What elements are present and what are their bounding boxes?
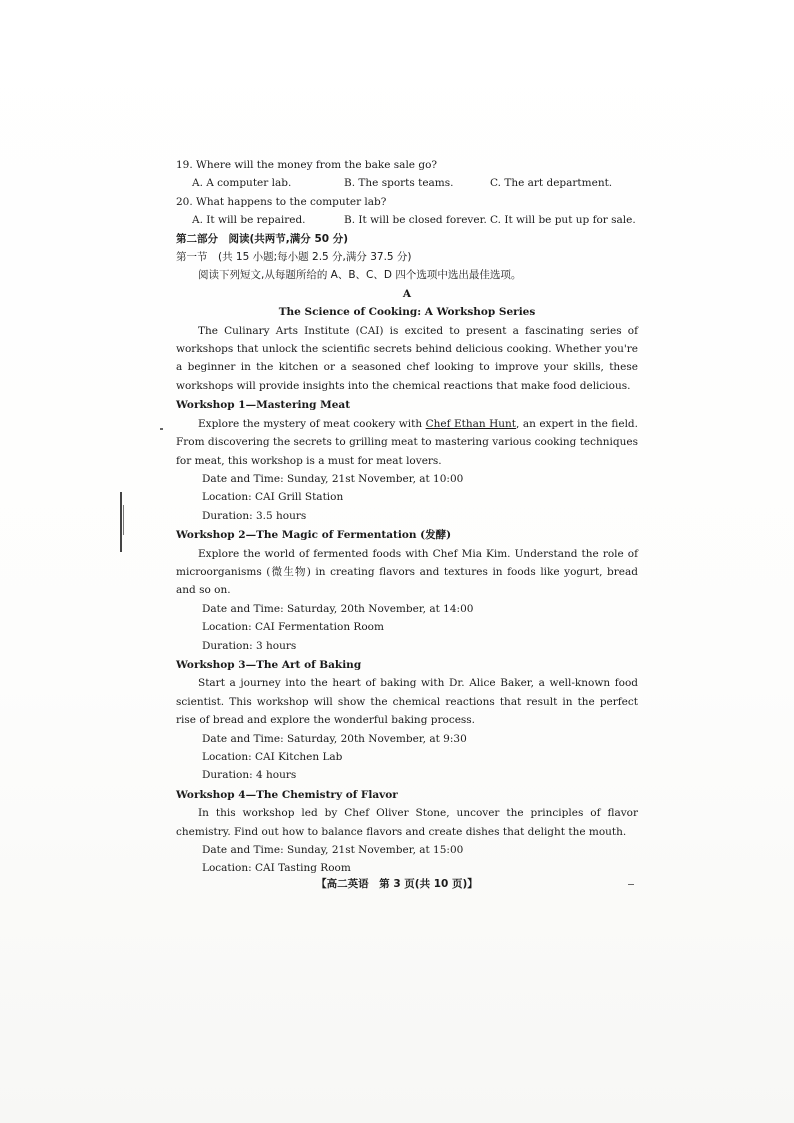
scan-speck [160, 428, 163, 430]
workshop-2-location: Location: CAI Fermentation Room [202, 621, 384, 634]
workshop-2-description: Explore the world of fermented foods with Chef Mia Kim. Understand the role of microorganisms (微生物) in creating flavors and textures in foods like yogurt, bread and so on. [176, 547, 638, 597]
workshop-2-heading: Workshop 2—The Magic of Fermentation (发酵) [176, 529, 452, 542]
workshop-1-heading: Workshop 1—Mastering Meat [176, 399, 351, 412]
workshop-3-description: Start a journey into the heart of baking with Dr. Alice Baker, a well-known food scientist. This workshop will show the chemical reactions that result in the perfect rise of bread and explore the wonderful baking process. [176, 677, 638, 727]
workshop-1-datetime: Date and Time: Sunday, 21st November, at 10:00 [202, 472, 464, 485]
question-stem: What happens to the computer lab? [196, 195, 387, 208]
section1-title: 第一节 (共 15 小题;每小题 2.5 分,满分 37.5 分) [176, 251, 412, 264]
workshop-3-heading: Workshop 3—The Art of Baking [176, 658, 362, 671]
option-a: A. A computer lab. [192, 177, 292, 190]
part2-title: 第二部分 阅读(共两节,满分 50 分) [176, 232, 349, 245]
option-c: C. The art department. [490, 177, 613, 190]
description-text: , an expert in the field. From discovering the secrets to grilling meat to mastering various cooking techniques for meat, this workshop is a must for meat lovers. [176, 417, 638, 467]
question-19 [176, 156, 638, 174]
workshop-2-datetime: Date and Time: Saturday, 20th November, at 14:00 [202, 602, 474, 615]
workshop-2-duration: Duration: 3 hours [202, 639, 297, 652]
option-b: B. The sports teams. [344, 177, 454, 190]
workshop-1-duration: Duration: 3.5 hours [202, 509, 307, 522]
chef-name-underlined: Chef Ethan Hunt [425, 417, 517, 430]
workshop-4-datetime: Date and Time: Sunday, 21st November, at 15:00 [202, 844, 464, 857]
question-stem: Where will the money from the bake sale go? [196, 159, 438, 171]
question-19-options [176, 174, 638, 192]
workshop-1-location: Location: CAI Grill Station [202, 491, 344, 504]
scan-mark [120, 492, 122, 552]
workshop-4-heading: Workshop 4—The Chemistry of Flavor [176, 788, 398, 801]
option-a: A. It will be repaired. [192, 214, 306, 227]
question-number: 19. [176, 159, 193, 171]
question-20 [176, 193, 638, 211]
description-text: Explore the mystery of meat cookery with [198, 417, 426, 430]
page-content [176, 156, 638, 878]
option-b: B. It will be closed forever. [344, 214, 487, 227]
workshop-3-location: Location: CAI Kitchen Lab [202, 751, 343, 763]
workshop-3-datetime: Date and Time: Saturday, 20th November, at 9:30 [202, 732, 467, 745]
question-number: 20. [176, 195, 193, 208]
scan-mark [123, 505, 124, 535]
passage-intro: The Culinary Arts Institute (CAI) is excited to present a fascinating series of workshops that unlock the scientific secrets behind delicious cooking. Whether you're a beginner in the kitchen or a seasoned chef looking to improve your skills, these workshops will provide insights into the chemical reactions that make food delicious. [176, 324, 638, 392]
workshop-3-duration: Duration: 4 hours [202, 769, 297, 782]
passage-letter: A [402, 287, 412, 300]
option-c: C. It will be put up for sale. [490, 214, 636, 227]
workshop-1-description [176, 415, 638, 470]
question-20-options [176, 211, 638, 229]
page-footer: 【高二英语 第 3 页(共 10 页)】 [316, 878, 478, 890]
workshop-4-location: Location: CAI Tasting Room [202, 862, 351, 875]
workshop-4-description: In this workshop led by Chef Oliver Stone, uncover the principles of flavor chemistry. Find out how to balance flavors and create dishes that delight the mouth. [176, 807, 638, 838]
passage-title: The Science of Cooking: A Workshop Series [278, 306, 536, 319]
instruction: 阅读下列短文,从每题所给的 A、B、C、D 四个选项中选出最佳选项。 [198, 269, 522, 282]
